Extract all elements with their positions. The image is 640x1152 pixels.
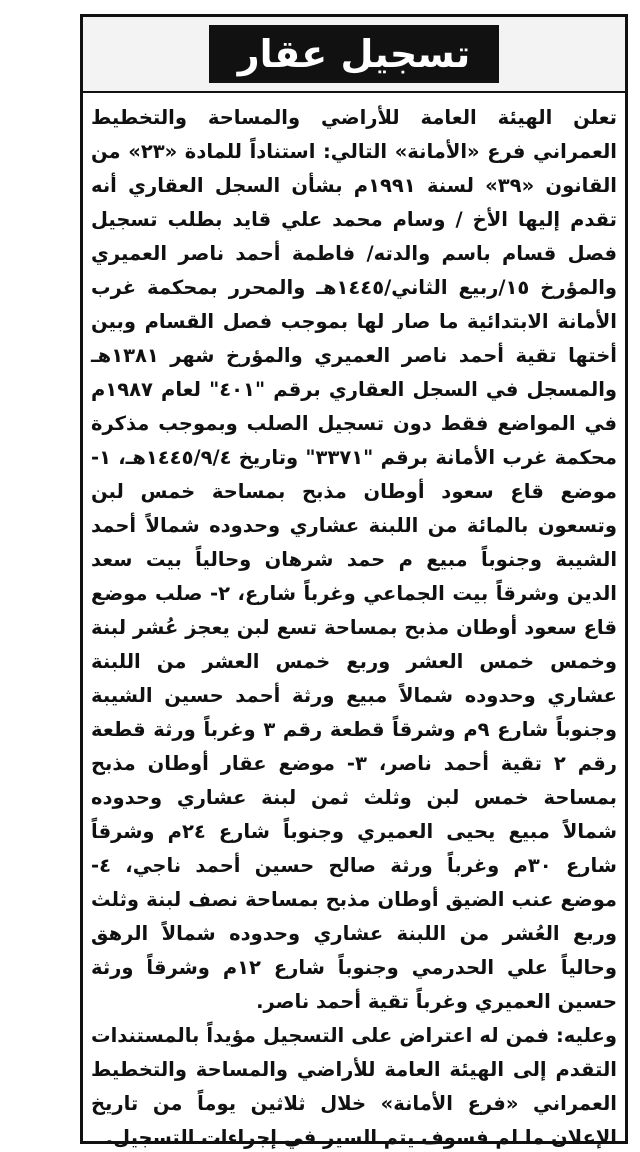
notice-header: [83, 17, 625, 93]
notice-body: [91, 101, 617, 1152]
notice-title: تسجيل عقار: [237, 32, 471, 76]
notice-paragraph-main: تعلن الهيئة العامة للأراضي والمساحة والتخطيط العمراني فرع «الأمانة» التالي: استناداً للمادة «٢٣» من القانون «٣٩» لسنة ١٩٩١م بشأن السجل العقاري أنه تقدم إليها الأخ / وسام محمد علي قايد بطلب تسجيل فصل قسام باسم والدته/ فاطمة أحمد ناصر العميري والمؤرخ ١٥/ربيع الثاني/١٤٤٥هـ والمحرر بمحكمة غرب الأمانة الابتدائية ما صار لها بموجب فصل القسام وبين أختها تقية أحمد ناصر العميري والمؤرخ شهر ١٣٨١هـ والمسجل في السجل العقاري برقم "٤٠١" لعام ١٩٨٧م في المواضع فقط دون تسجيل الصلب وبموجب مذكرة محكمة غرب الأمانة برقم "٣٣٧١" وتاريخ ١٤٤٥/٩/٤هـ، ١- موضع قاع سعود أوطان مذبح بمساحة خمس لبن وتسعون بالمائة من اللبنة عشاري وحدوده شمالاً أحمد الشيبة وجنوباً مبيع م حمد شرهان وحالياً بيت سعد الدين وشرقاً بيت الجماعي وغرباً شارع، ٢- صلب موضع قاع سعود أوطان مذبح بمساحة تسع لبن يعجز عُشر لبنة وخمس خمس العشر وربع خمس العشر من اللبنة عشاري وحدوده شمالاً مبيع ورثة أحمد حسين الشيبة وجنوباً شارع ٩م وشرقاً قطعة رقم ٣ وغرباً ورثة قطعة رقم ٢ تقية أحمد ناصر، ٣- موضع عقار أوطان مذبح بمساحة خمس لبن وثلث ثمن لبنة عشاري وحدوده شمالاً مبيع يحيى العميري وجنوباً شارع ٢٤م وشرقاً شارع ٣٠م وغرباً ورثة صالح حسين أحمد ناجي، ٤- موضع عنب الضيق أوطان مذبح بمساحة نصف لبنة وثلث وربع العُشر من اللبنة عشاري وحدوده شمالاً الرهق وحالياً علي الحدرمي وجنوباً شارع ١٢م وشرقاً ورثة حسين العميري وغرباً تقية أحمد ناصر.: [91, 106, 618, 1013]
notice-paragraph-closing: وعليه: فمن له اعتراض على التسجيل مؤيداً بالمستندات التقدم إلى الهيئة العامة للأراضي والمساحة والتخطيط العمراني «فرع الأمانة» خلال ثلاثين يوماً من تاريخ الإعلان ما لم فسوف يتم السير في إجراءات التسجيل.: [91, 1024, 617, 1149]
title-block: [209, 25, 499, 83]
notice-frame: [80, 14, 628, 1149]
